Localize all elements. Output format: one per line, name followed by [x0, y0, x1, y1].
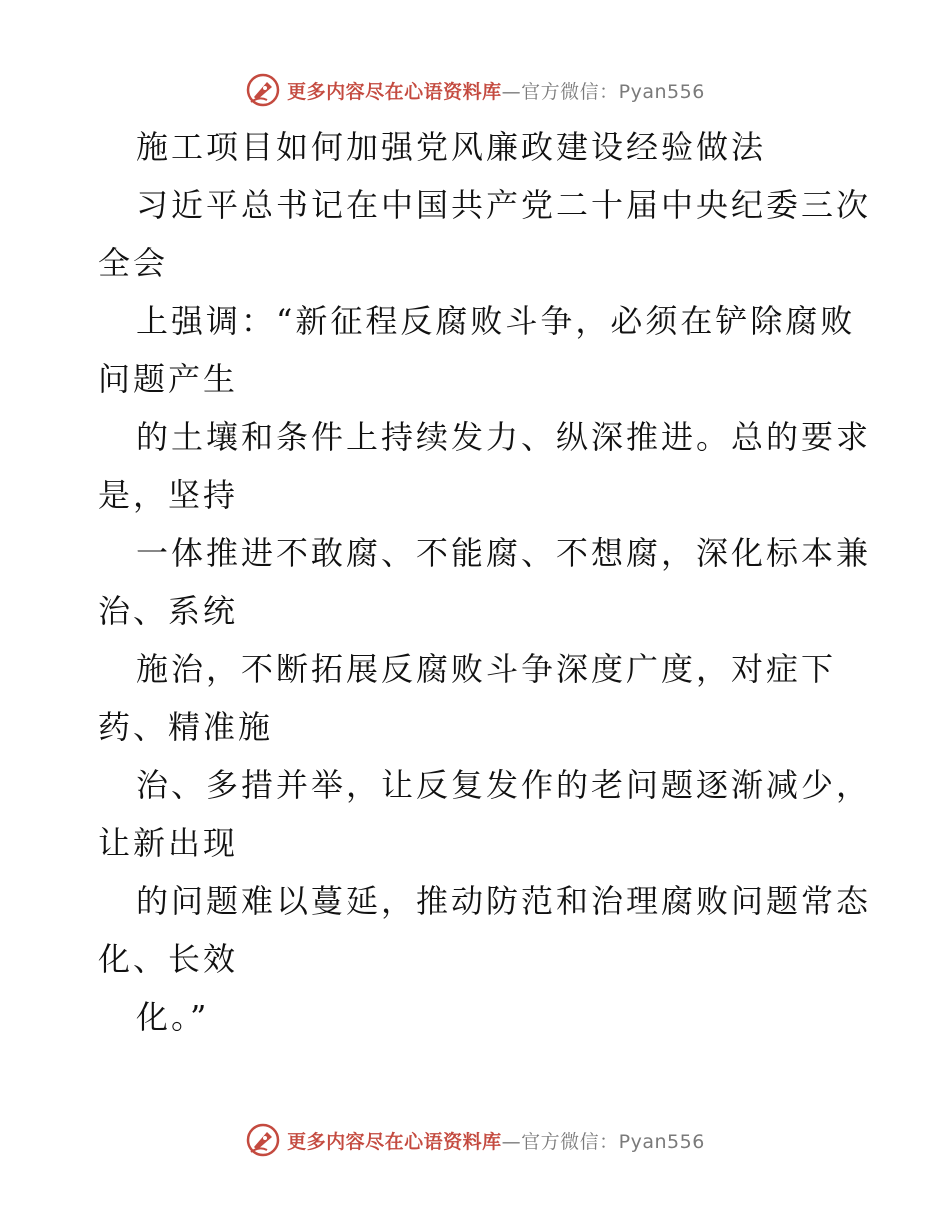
paragraph-line: 问题产生 [98, 360, 239, 398]
paragraph-line: 化。” [136, 998, 210, 1036]
paragraph-line: 上强调：“新征程反腐败斗争，必须在铲除腐败 [136, 302, 856, 340]
paragraph-line: 的问题难以蔓延，推动防范和治理腐败问题常态 [136, 882, 872, 920]
banner-brand: 更多内容尽在心语资料库 [287, 1130, 502, 1153]
paragraph-line: 是，坚持 [98, 476, 239, 514]
footer-banner [0, 1120, 950, 1160]
pen-nib-logo-icon [245, 1122, 281, 1158]
paragraph-line: 习近平总书记在中国共产党二十届中央纪委三次 [136, 186, 872, 224]
paragraph-line: 化、长效 [98, 940, 239, 978]
document-body [98, 118, 872, 1046]
paragraph-line: 治、系统 [98, 592, 239, 630]
paragraph-line: 让新出现 [98, 824, 239, 862]
banner-text [287, 1127, 705, 1154]
paragraph-line: 治、多措并举，让反复发作的老问题逐渐减少， [136, 766, 872, 804]
paragraph-line: 全会 [98, 244, 169, 282]
banner-text [287, 77, 705, 104]
banner-separator: — [501, 1130, 522, 1153]
banner-contact: 官方微信：Pyan556 [521, 1130, 705, 1153]
header-banner [0, 70, 950, 110]
banner-contact: 官方微信：Pyan556 [521, 80, 705, 103]
paragraph-line: 一体推进不敢腐、不能腐、不想腐，深化标本兼 [136, 534, 872, 572]
document-title: 施工项目如何加强党风廉政建设经验做法 [136, 128, 767, 166]
pen-nib-logo-icon [245, 72, 281, 108]
paragraph-line: 的土壤和条件上持续发力、纵深推进。总的要求 [136, 418, 872, 456]
banner-separator: — [501, 80, 522, 103]
paragraph-line: 药、精准施 [98, 708, 274, 746]
banner-brand: 更多内容尽在心语资料库 [287, 80, 502, 103]
paragraph-line: 施治，不断拓展反腐败斗争深度广度，对症下 [136, 650, 837, 688]
